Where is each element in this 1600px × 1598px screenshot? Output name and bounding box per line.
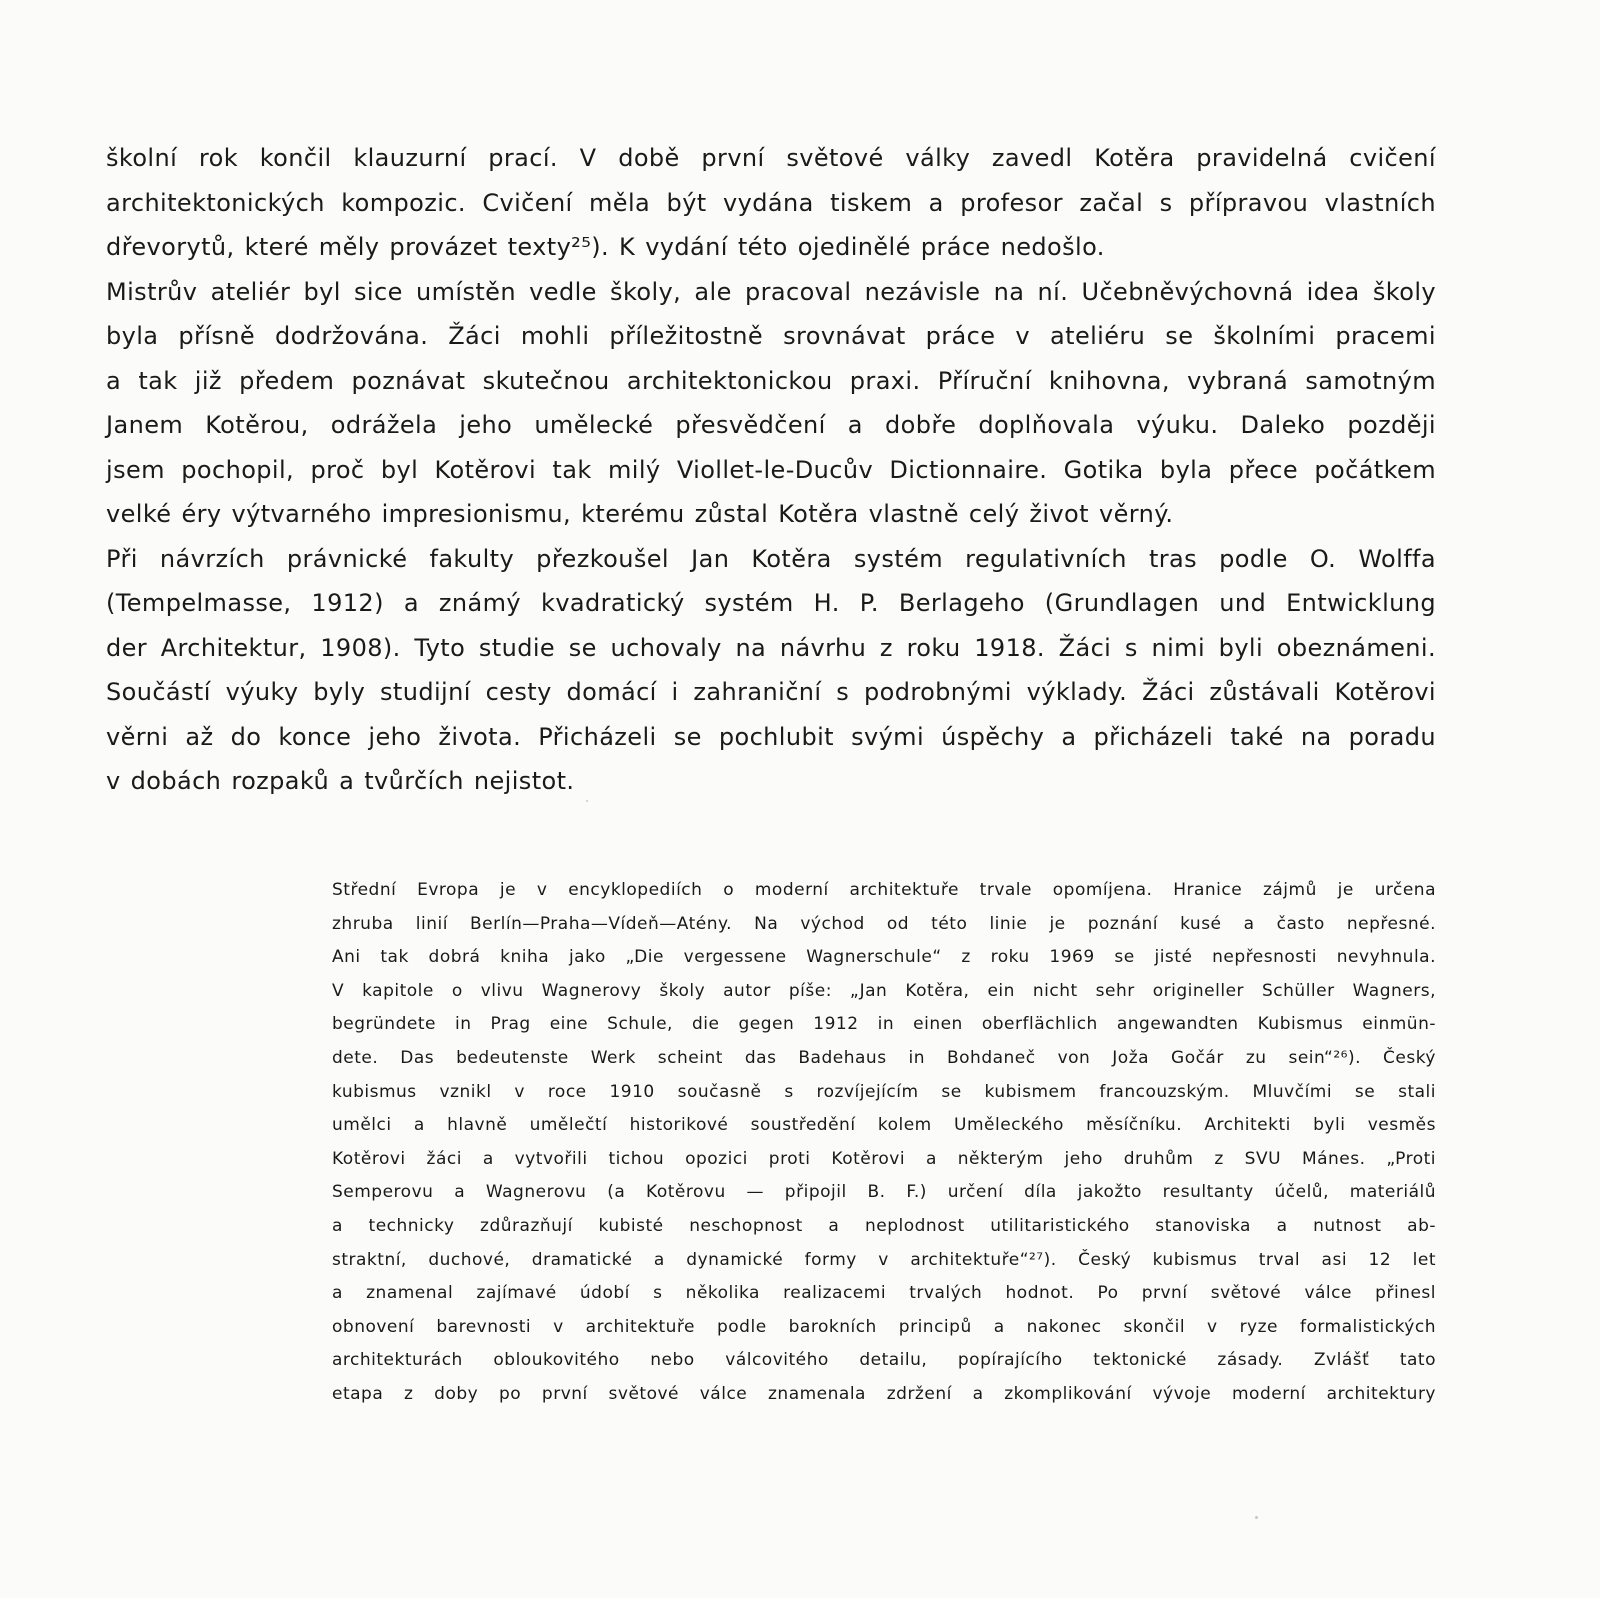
footnote-text-line: etapa z doby po první světové válce znamenala zdržení a zkomplikování vývoje moderní architektury bbox=[332, 1383, 1436, 1404]
footnote-text-line: architekturách obloukovitého nebo válcovitého detailu, popírajícího tektonické zásady. Zvlášť tato bbox=[332, 1350, 1436, 1371]
footnote-text-line: Střední Evropa je v encyklopediích o moderní architektuře trvale opomíjena. Hranice zájmů je určena bbox=[332, 880, 1436, 900]
footnote-text-line: dete. Das bedeutenste Werk scheint das Badehaus in Bohdaneč von Joža Gočár zu sein“²⁶). Český bbox=[332, 1047, 1436, 1068]
main-text-line: byla přísně dodržována. Žáci mohli příležitostně srovnávat práce v ateliéru se školními pracemi bbox=[106, 322, 1436, 350]
footnote-text-line: begründete in Prag eine Schule, die gegen 1912 in einen oberflächlich angewandten Kubismus einmün- bbox=[332, 1014, 1436, 1035]
main-text-line: Mistrův ateliér byl sice umístěn vedle školy, ale pracoval nezávisle na ní. Učebněvýchovná idea školy bbox=[106, 277, 1436, 306]
footnote-text-line: straktní, duchové, dramatické a dynamické formy v architektuře“²⁷). Český kubismus trval asi 12 let bbox=[332, 1249, 1436, 1270]
footnote-text-line: V kapitole o vlivu Wagnerovy školy autor píše: „Jan Kotěra, ein nicht sehr origineller Schüller Wagners, bbox=[332, 980, 1436, 1001]
footnote-text-block bbox=[332, 874, 1436, 1412]
footnote-text-line: kubismus vznikl v roce 1910 současně s rozvíjejícím se kubismem francouzským. Mluvčími se stali bbox=[332, 1081, 1436, 1102]
main-text-line: Při návrzích právnické fakulty přezkoušel Jan Kotěra systém regulativních tras podle O. Wolffa bbox=[106, 544, 1436, 573]
main-text-line: velké éry výtvarného impresionismu, kterému zůstal Kotěra vlastně celý život věrný. bbox=[106, 500, 1174, 528]
main-text-line: věrni až do konce jeho života. Přicházeli se pochlubit svými úspěchy a přicházeli také na poradu bbox=[106, 722, 1436, 751]
main-text-line: Součástí výuky byly studijní cesty domácí i zahraniční s podrobnými výklady. Žáci zůstávali Kotěrovi bbox=[106, 678, 1436, 706]
footnote-text-line: a znamenal zajímavé údobí s několika realizacemi trvalých hodnot. Po první světové válce přinesl bbox=[332, 1283, 1436, 1304]
main-text-line: v dobách rozpaků a tvůrčích nejistot. bbox=[106, 767, 575, 795]
footnote-text-line: Ani tak dobrá kniha jako „Die vergessene Wagnerschule“ z roku 1969 se jisté nepřesnosti nevyhnula. bbox=[332, 947, 1436, 968]
footnote-text-line: zhruba linií Berlín—Praha—Vídeň—Atény. Na východ od této linie je poznání kusé a často nepřesné. bbox=[332, 913, 1436, 934]
main-text-line: a tak již předem poznávat skutečnou architektonickou praxi. Příruční knihovna, vybraná samotným bbox=[106, 366, 1436, 395]
main-text-line: dřevorytů, které měly provázet texty²⁵). K vydání této ojedinělé práce nedošlo. bbox=[106, 233, 1105, 261]
main-text-line: der Architektur, 1908). Tyto studie se uchovaly na návrhu z roku 1918. Žáci s nimi byli obeznámeni. bbox=[106, 633, 1436, 662]
main-text-line: (Tempelmasse, 1912) a známý kvadratický systém H. P. Berlageho (Grundlagen und Entwicklung bbox=[106, 589, 1436, 617]
footnote-text-line: Semperovu a Wagnerovu (a Kotěrovu — připojil B. F.) určení díla jakožto resultanty účelů, materiálů bbox=[332, 1182, 1436, 1203]
main-text-block bbox=[106, 136, 1436, 804]
footnote-text-line: obnovení barevnosti v architektuře podle barokních principů a nakonec skončil v ryze formalistických bbox=[332, 1316, 1436, 1337]
footnote-text-line: a technicky zdůrazňují kubisté neschopnost a neplodnost utilitaristického stanoviska a nutnost ab- bbox=[332, 1215, 1436, 1236]
main-text-line: jsem pochopil, proč byl Kotěrovi tak milý Viollet-le-Ducův Dictionnaire. Gotika byla přece počátkem bbox=[106, 455, 1436, 484]
main-text-line: architektonických kompozic. Cvičení měla být vydána tiskem a profesor začal s přípravou vlastních bbox=[106, 188, 1436, 217]
footnote-text-line: Kotěrovi žáci a vytvořili tichou opozici proti Kotěrovi a některým jeho druhům z SVU Mánes. „Proti bbox=[332, 1148, 1436, 1169]
main-text-line: školní rok končil klauzurní prací. V době první světové války zavedl Kotěra pravidelná cvičení bbox=[106, 144, 1436, 172]
main-text-line: Janem Kotěrou, odrážela jeho umělecké přesvědčení a dobře doplňovala výuku. Daleko později bbox=[106, 411, 1436, 439]
paper-speck bbox=[1255, 1516, 1258, 1519]
paper-speck bbox=[586, 800, 588, 802]
footnote-text-line: umělci a hlavně umělečtí historikové soustředění kolem Uměleckého měsíčníku. Architekti byli vesměs bbox=[332, 1115, 1436, 1136]
